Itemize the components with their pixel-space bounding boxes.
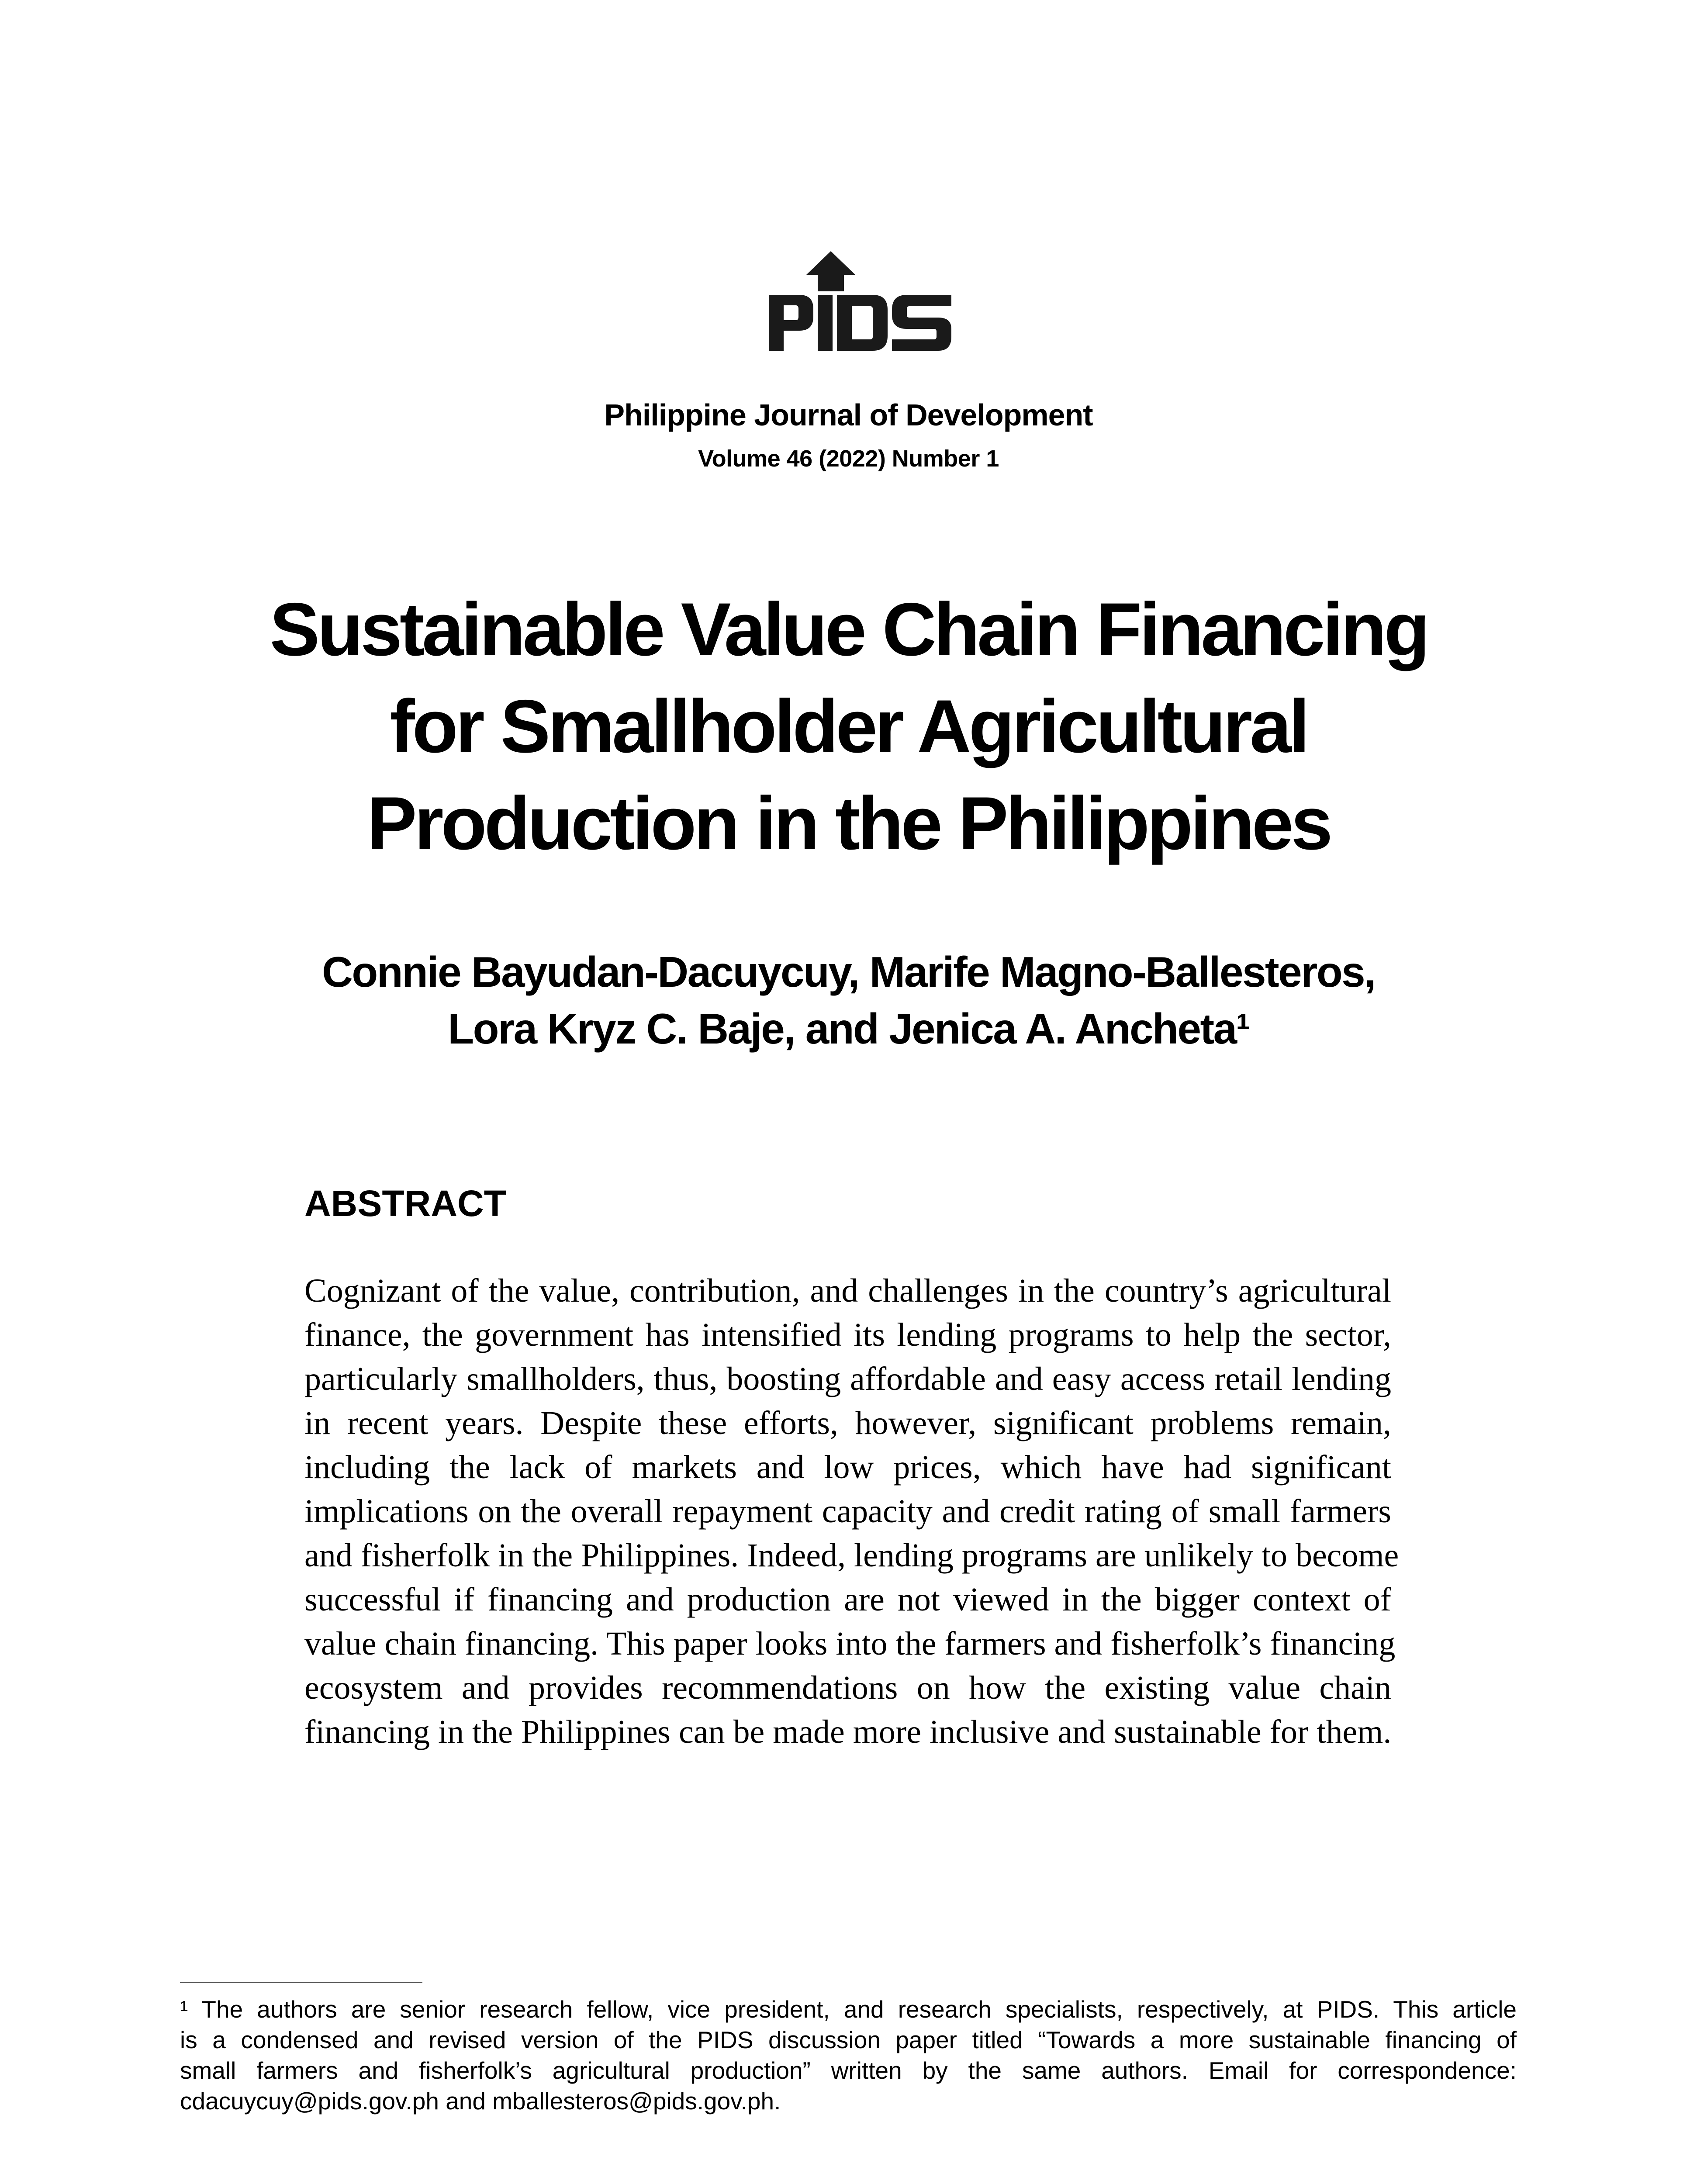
- logo-letter-i: [818, 295, 833, 351]
- abstract-line: particularly smallholders, thus, boosting affordable and easy access retail lending: [304, 1361, 1391, 1397]
- abstract-body: [304, 1269, 1399, 1754]
- footnote-divider: [180, 1982, 422, 1983]
- logo-letter-d: [837, 295, 888, 351]
- journal-issue: Volume 46 (2022) Number 1: [698, 446, 999, 472]
- author-line: Connie Bayudan-Dacuycuy, Marife Magno-Ballesteros,: [322, 948, 1375, 996]
- footnote: [180, 1994, 1517, 2116]
- abstract-line: value chain financing. This paper looks into the farmers and fisherfolk’s financing: [304, 1625, 1396, 1662]
- footnote-line: small farmers and fisherfolk’s agricultural production” written by the same authors. Email for correspondence:: [180, 2057, 1517, 2084]
- logo-letter-s: [892, 295, 951, 351]
- title-line: Production in the Philippines: [366, 781, 1331, 865]
- title-line: Sustainable Value Chain Financing: [270, 587, 1427, 671]
- abstract-line: financing in the Philippines can be made more inclusive and sustainable for them.: [304, 1714, 1392, 1750]
- journal-name: Philippine Journal of Development: [604, 398, 1093, 432]
- abstract-line: in recent years. Despite these efforts, however, significant problems remain,: [304, 1405, 1391, 1441]
- footnote-line: ¹ The authors are senior research fellow, vice president, and research specialists, respectively, at PIDS. This article: [180, 1996, 1517, 2023]
- footnote-line: is a condensed and revised version of the PIDS discussion paper titled “Towards a more sustainable financing of: [180, 2026, 1517, 2053]
- author-line: Lora Kryz C. Baje, and Jenica A. Ancheta¹: [448, 1005, 1249, 1053]
- logo-letter-p: [769, 295, 813, 351]
- pids-logo: [769, 251, 952, 356]
- abstract-line: successful if financing and production are not viewed in the bigger context of: [304, 1581, 1391, 1618]
- abstract-heading: ABSTRACT: [304, 1183, 506, 1224]
- abstract-line: implications on the overall repayment capacity and credit rating of small farmers: [304, 1493, 1391, 1530]
- title-line: for Smallholder Agricultural: [390, 684, 1307, 768]
- logo-roof: [806, 251, 855, 291]
- abstract-line: and fisherfolk in the Philippines. Indeed, lending programs are unlikely to become: [304, 1537, 1399, 1574]
- abstract-line: including the lack of markets and low prices, which have had significant: [304, 1449, 1391, 1486]
- abstract-line: finance, the government has intensified its lending programs to help the sector,: [304, 1317, 1391, 1353]
- footnote-line: cdacuycuy@pids.gov.ph and mballesteros@pids.gov.ph.: [180, 2087, 781, 2115]
- abstract-line: ecosystem and provides recommendations on how the existing value chain: [304, 1669, 1391, 1706]
- author-list: [131, 943, 1566, 1057]
- paper-title: [131, 581, 1566, 872]
- abstract-line: Cognizant of the value, contribution, and challenges in the country’s agricultural: [304, 1272, 1391, 1309]
